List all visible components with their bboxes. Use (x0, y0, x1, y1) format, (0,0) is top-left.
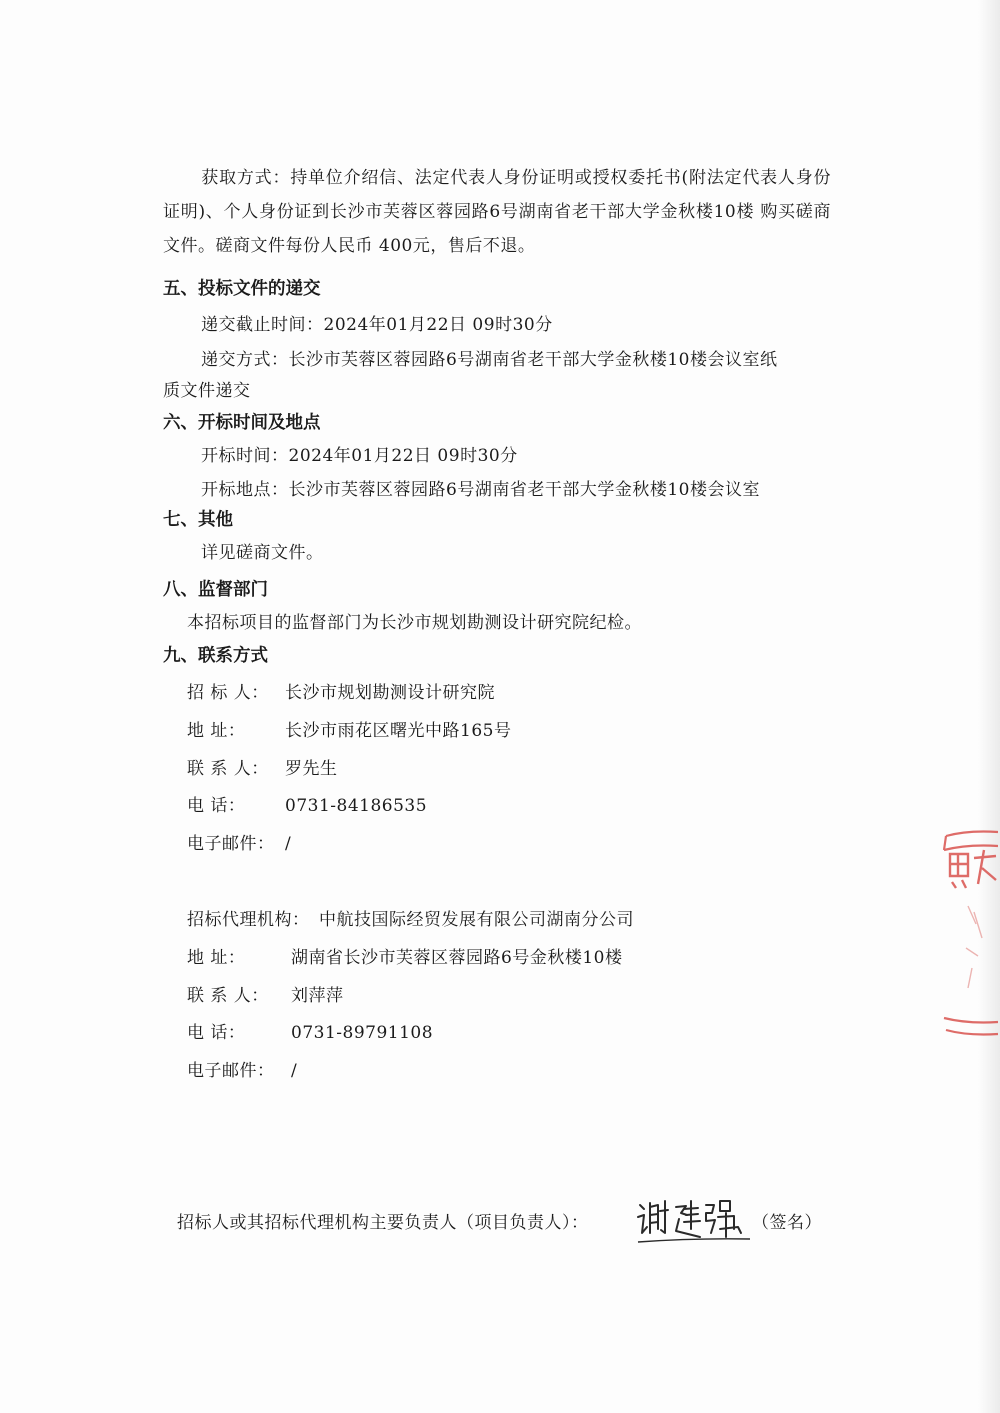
tenderer-contact-row (187, 757, 338, 781)
section-9-title: 九、联系方式 (163, 646, 268, 666)
acquire-paragraph (163, 161, 831, 263)
supervision-text: 本招标项目的监督部门为长沙市规划勘测设计研究院纪检。 (187, 613, 642, 633)
signature-suffix: （签名） (752, 1213, 822, 1233)
contact-value: 中航技国际经贸发展有限公司湖南分公司 (319, 910, 634, 930)
contact-label: 招 标 人： (187, 683, 269, 703)
opening-time: 开标时间：2024年01月22日 09时30分 (201, 446, 518, 466)
contact-value: 罗先生 (285, 759, 338, 779)
agency-address-row (187, 946, 622, 970)
contact-value: 0731-89791108 (291, 1023, 434, 1043)
contact-label: 地 址： (187, 721, 246, 741)
tenderer-email-row (187, 832, 291, 856)
signature-prefix: 招标人或其招标代理机构主要负责人（项目负责人）： (177, 1213, 589, 1233)
contact-value: 刘萍萍 (291, 986, 344, 1006)
section-6-title: 六、开标时间及地点 (163, 413, 321, 433)
contact-label: 电子邮件： (187, 1061, 275, 1081)
submit-deadline: 递交截止时间：2024年01月22日 09时30分 (201, 315, 553, 335)
tenderer-phone-row (187, 794, 427, 818)
acquire-text: 获取方式：持单位介绍信、法定代表人身份证明或授权委托书(附法定代表人身份证明)、个人身份证到长沙市芙蓉区蓉园路6号湖南省老干部大学金秋楼10楼 购买磋商文件。磋商文件每份人民币 400元，售后不退。 (163, 168, 831, 256)
section-8-title: 八、监督部门 (163, 580, 268, 600)
contact-label: 联 系 人： (187, 986, 269, 1006)
agency-email-row (187, 1059, 297, 1083)
submit-method-line1: 递交方式：长沙市芙蓉区蓉园路6号湖南省老干部大学金秋楼10楼会议室纸 (201, 350, 778, 370)
contact-label: 招标代理机构： (187, 910, 310, 930)
agency-name-row (187, 908, 634, 932)
contact-label: 地 址： (187, 948, 246, 968)
contact-value: 长沙市雨花区曙光中路165号 (285, 721, 512, 741)
other-text: 详见磋商文件。 (201, 543, 324, 563)
contact-label: 电 话： (187, 796, 246, 816)
agency-phone-row (187, 1021, 433, 1045)
contact-value: 湖南省长沙市芙蓉区蓉园路6号金秋楼10楼 (291, 948, 623, 968)
tenderer-name-row (187, 681, 495, 705)
section-5-title: 五、投标文件的递交 (163, 279, 321, 299)
contact-label: 联 系 人： (187, 759, 269, 779)
submit-method-line2: 质文件递交 (163, 381, 251, 401)
contact-value: / (285, 834, 292, 854)
agency-contact-row (187, 984, 344, 1008)
red-seal-stamp (938, 828, 998, 1038)
opening-place: 开标地点：长沙市芙蓉区蓉园路6号湖南省老干部大学金秋楼10楼会议室 (201, 480, 760, 500)
tenderer-address-row (187, 719, 511, 743)
contact-value: 长沙市规划勘测设计研究院 (285, 683, 495, 703)
contact-label: 电子邮件： (187, 834, 275, 854)
contact-value: / (291, 1061, 298, 1081)
scan-edge-shadow (978, 0, 1000, 1413)
contact-value: 0731-84186535 (285, 796, 428, 816)
section-7-title: 七、其他 (163, 510, 233, 530)
contact-label: 电 话： (187, 1023, 246, 1043)
handwritten-signature (634, 1193, 754, 1245)
